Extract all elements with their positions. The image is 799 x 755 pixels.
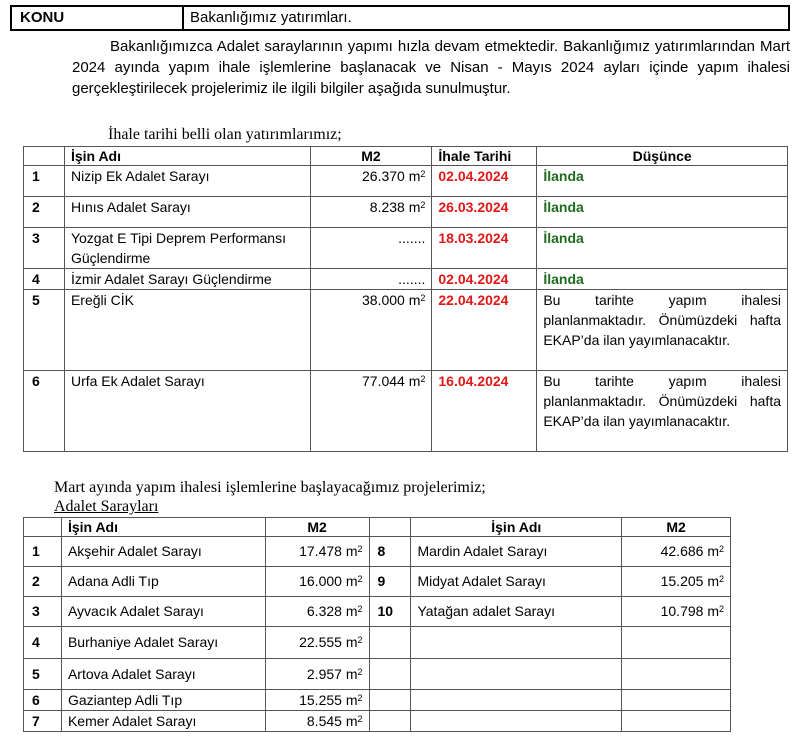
intro-text: Bakanlığımızca Adalet saraylarının yapımı hızla devam etmektedir. Bakanlığımız yatırımlarından Mart 2024 ayında yapım ihale işlemlerine başlanacak ve Nisan - Mayıs 2024 ayları içinde yapım ihalesi gerçekleştirilecek projelerimiz ile ilgili bilgiler aşağıda sunulmuştur. [72, 38, 790, 97]
row-m2: 2.957 $m^2$ [265, 659, 369, 690]
empty-cell [411, 711, 622, 732]
row-name: Artova Adalet Sarayı [61, 659, 265, 690]
section1-heading: İhale tarihi belli olan yatırımlarımız; [108, 126, 342, 143]
table-row [24, 228, 788, 269]
row-note: Bu tarihte yapım ihalesi planlanmaktadır. Önümüzdeki hafta EKAP’da ilan yayımlanacaktır. [537, 290, 788, 371]
row-note: İlanda [537, 197, 788, 228]
row-note: İlanda [537, 228, 788, 269]
row-no: 3 [24, 597, 62, 627]
empty-cell [411, 659, 622, 690]
table-row [24, 690, 731, 711]
row-m2: 77.044 $m^2$ [310, 371, 432, 452]
row-m2: 17.478 $m^2$ [265, 537, 369, 567]
konu-value: Bakanlığımız yatırımları. [190, 9, 352, 26]
col-name: İşin Adı [64, 147, 310, 166]
row-date: 16.04.2024 [432, 371, 537, 452]
row-m2: 10.798 $m^2$ [622, 597, 731, 627]
empty-cell [622, 627, 731, 659]
empty-cell [622, 711, 731, 732]
row-no: 1 [24, 537, 62, 567]
row-date: 02.04.2024 [432, 166, 537, 197]
table-row [24, 567, 731, 597]
intro-paragraph [72, 36, 790, 99]
row-m2: ....... [310, 228, 432, 269]
empty-cell [369, 690, 411, 711]
section2-heading: Mart ayında yapım ihalesi işlemlerine başlayacağımız projelerimiz; [54, 479, 486, 496]
row-no: 1 [24, 166, 65, 197]
row-name: Yatağan adalet Sarayı [411, 597, 622, 627]
row-name: Midyat Adalet Sarayı [411, 567, 622, 597]
empty-cell [411, 690, 622, 711]
row-name: Akşehir Adalet Sarayı [61, 537, 265, 567]
col-m2: M2 [265, 518, 369, 537]
col-name: İşin Adı [61, 518, 265, 537]
col-m2: M2 [310, 147, 432, 166]
row-name: Adana Adli Tıp [61, 567, 265, 597]
table-row [24, 197, 788, 228]
row-name: Kemer Adalet Sarayı [61, 711, 265, 732]
table-row [24, 659, 731, 690]
row-no: 2 [24, 197, 65, 228]
row-no: 10 [369, 597, 411, 627]
row-name: Nizip Ek Adalet Sarayı [64, 166, 310, 197]
row-m2: 16.000 $m^2$ [265, 567, 369, 597]
row-name: Gaziantep Adli Tıp [61, 690, 265, 711]
empty-cell [369, 627, 411, 659]
table-row [24, 269, 788, 290]
row-no: 9 [369, 567, 411, 597]
row-name: Ereğli CİK [64, 290, 310, 371]
empty-cell [622, 690, 731, 711]
row-no: 4 [24, 627, 62, 659]
row-no: 6 [24, 690, 62, 711]
row-m2: 8.238 $m^2$ [310, 197, 432, 228]
konu-label: KONU [12, 7, 184, 29]
table-row [24, 627, 731, 659]
row-name: Yozgat E Tipi Deprem Performansı Güçlendirme [64, 228, 310, 269]
table-row [24, 597, 731, 627]
row-date: 02.04.2024 [432, 269, 537, 290]
empty-cell [622, 659, 731, 690]
row-m2: 15.255 $m^2$ [265, 690, 369, 711]
row-name: Urfa Ek Adalet Sarayı [64, 371, 310, 452]
row-no: 8 [369, 537, 411, 567]
row-name: Ayvacık Adalet Sarayı [61, 597, 265, 627]
col-no-right [369, 518, 411, 537]
table-row [24, 537, 731, 567]
table-header-row [24, 147, 788, 166]
row-no: 5 [24, 290, 65, 371]
table-header-row [24, 518, 731, 537]
row-no: 3 [24, 228, 65, 269]
row-m2: 26.370 $m^2$ [310, 166, 432, 197]
row-date: 22.04.2024 [432, 290, 537, 371]
march-projects-table [23, 517, 731, 732]
tender-dated-table [23, 146, 788, 452]
row-date: 26.03.2024 [432, 197, 537, 228]
row-m2: 6.328 $m^2$ [265, 597, 369, 627]
row-m2: ....... [310, 269, 432, 290]
table-row [24, 711, 731, 732]
col-no [24, 147, 65, 166]
row-date: 18.03.2024 [432, 228, 537, 269]
table-row [24, 290, 788, 371]
col-date: İhale Tarihi [432, 147, 537, 166]
row-note: İlanda [537, 269, 788, 290]
col-note: Düşünce [537, 147, 788, 166]
col-m2-right: M2 [622, 518, 731, 537]
row-note: İlanda [537, 166, 788, 197]
row-no: 4 [24, 269, 65, 290]
section2-subheading: Adalet Sarayları [54, 498, 159, 515]
row-name: Burhaniye Adalet Sarayı [61, 627, 265, 659]
row-m2: 15.205 $m^2$ [622, 567, 731, 597]
row-name: Mardin Adalet Sarayı [411, 537, 622, 567]
row-no: 7 [24, 711, 62, 732]
row-note: Bu tarihte yapım ihalesi planlanmaktadır. Önümüzdeki hafta EKAP’da ilan yayımlanacaktır. [537, 371, 788, 452]
empty-cell [369, 659, 411, 690]
konu-box [10, 5, 790, 31]
col-no [24, 518, 62, 537]
row-no: 5 [24, 659, 62, 690]
row-no: 6 [24, 371, 65, 452]
table-row [24, 166, 788, 197]
row-m2: 8.545 $m^2$ [265, 711, 369, 732]
row-m2: 38.000 $m^2$ [310, 290, 432, 371]
empty-cell [369, 711, 411, 732]
row-name: Hınıs Adalet Sarayı [64, 197, 310, 228]
table-row [24, 371, 788, 452]
row-no: 2 [24, 567, 62, 597]
col-name-right: İşin Adı [411, 518, 622, 537]
empty-cell [411, 627, 622, 659]
row-name: İzmir Adalet Sarayı Güçlendirme [64, 269, 310, 290]
row-m2: 42.686 $m^2$ [622, 537, 731, 567]
row-m2: 22.555 $m^2$ [265, 627, 369, 659]
